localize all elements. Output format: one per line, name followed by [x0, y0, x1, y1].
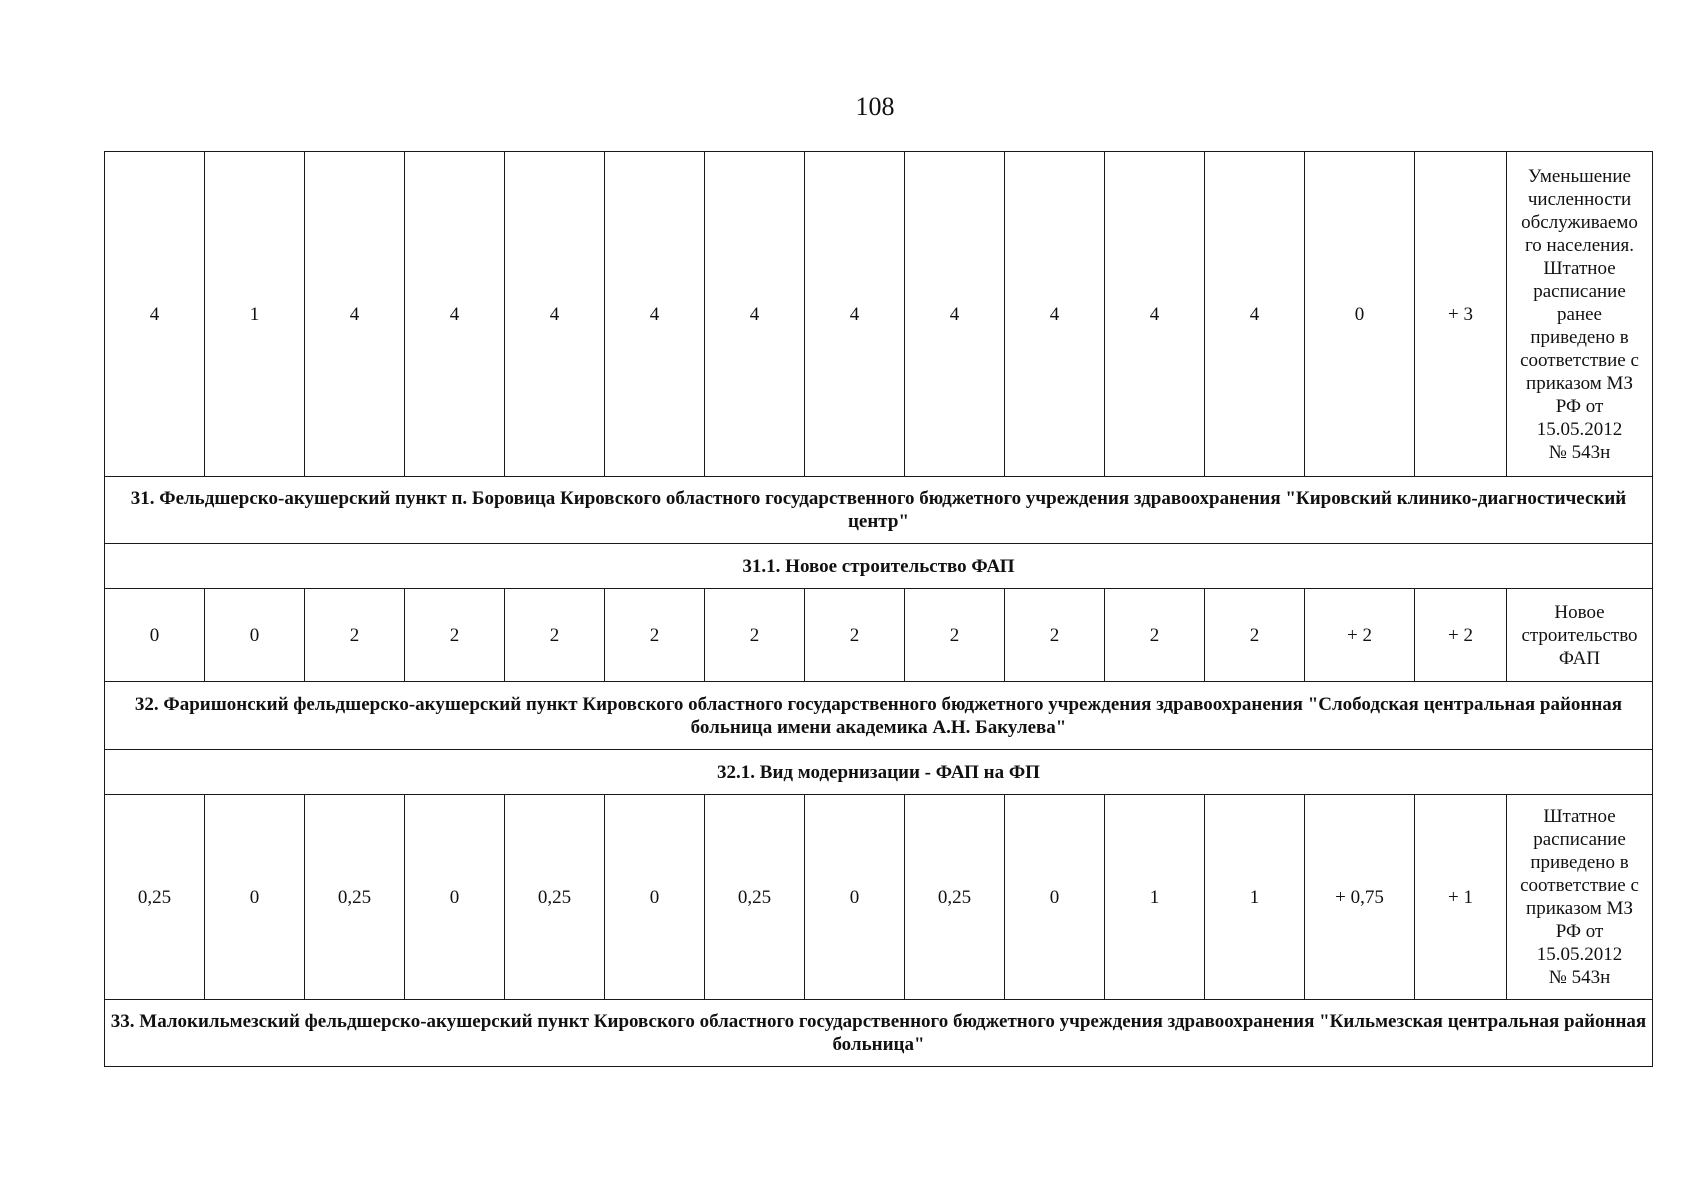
- table-cell: 1: [1205, 795, 1305, 1000]
- note-line: 15.05.2012: [1536, 944, 1623, 965]
- table-cell: 0,25: [305, 795, 405, 1000]
- table-cell: 0: [605, 795, 705, 1000]
- table-cell: 1: [205, 152, 305, 477]
- note-line: приведено в: [1530, 326, 1629, 348]
- table-cell: 0,25: [705, 795, 805, 1000]
- subsection-header-row: [105, 544, 1653, 589]
- note-line: ФАП: [1558, 647, 1601, 669]
- table-cell: 0,25: [105, 795, 205, 1000]
- section-header-row: [105, 1000, 1653, 1067]
- table-cell: + 2: [1415, 589, 1507, 682]
- note-line: Штатное: [1543, 257, 1616, 279]
- table-cell: 0: [205, 795, 305, 1000]
- note-line: № 543н: [1548, 967, 1611, 988]
- table-cell: 0: [405, 795, 505, 1000]
- table-cell: 4: [1105, 152, 1205, 477]
- table-cell: 4: [405, 152, 505, 477]
- table-cell: 4: [605, 152, 705, 477]
- subsection-header-row: [105, 750, 1653, 795]
- table-cell: 2: [1005, 589, 1105, 682]
- table-cell: 4: [505, 152, 605, 477]
- note-line: соответствие с: [1520, 875, 1639, 896]
- note-line: Уменьшение: [1528, 165, 1631, 187]
- table-cell: 4: [305, 152, 405, 477]
- table-cell: 2: [1105, 589, 1205, 682]
- table-cell: 2: [905, 589, 1005, 682]
- table-cell: 0,25: [905, 795, 1005, 1000]
- table-cell: 2: [805, 589, 905, 682]
- note-line: приведено в: [1530, 852, 1629, 873]
- table-cell: 2: [505, 589, 605, 682]
- table-cell: 4: [1205, 152, 1305, 477]
- table-cell: 0: [105, 589, 205, 682]
- note-line: приказом МЗ: [1526, 898, 1633, 919]
- table-cell: 2: [1205, 589, 1305, 682]
- subsection-heading-31-1: 31.1. Новое строительство ФАП: [105, 544, 1653, 589]
- note-line: № 543н: [1548, 441, 1611, 463]
- table-cell: + 1: [1415, 795, 1507, 1000]
- note-line: расписание: [1533, 829, 1626, 850]
- table-cell: 4: [1005, 152, 1105, 477]
- note-line: численности: [1527, 188, 1632, 210]
- page-number: 108: [855, 92, 895, 121]
- section-heading-31: 31. Фельдшерско-акушерский пункт п. Боровица Кировского областного государственного бюджетного учреждения здравоохранения "Кировский клинико-диагностический центр": [105, 477, 1653, 544]
- section-header-row: [105, 682, 1653, 750]
- note-line: расписание: [1533, 280, 1626, 302]
- table-cell: 4: [805, 152, 905, 477]
- section-heading-33: 33. Малокильмезский фельдшерско-акушерский пункт Кировского областного государственного бюджетного учреждения здравоохранения "Кильмезская центральная районная больница": [105, 1000, 1653, 1067]
- note-line: РФ от: [1555, 921, 1604, 942]
- table-cell: 0: [205, 589, 305, 682]
- note-line: Штатное: [1543, 806, 1616, 827]
- table-cell: 2: [305, 589, 405, 682]
- subsection-heading-32-1: 32.1. Вид модернизации - ФАП на ФП: [105, 750, 1653, 795]
- section-heading-32: 32. Фаришонский фельдшерско-акушерский пункт Кировского областного государственного бюджетного учреждения здравоохранения "Слободская центральная районная больница имени академика А.Н. Бакулева": [105, 682, 1653, 750]
- table-cell: + 0,75: [1305, 795, 1415, 1000]
- note-cell: [1507, 589, 1653, 682]
- table-cell: 0: [805, 795, 905, 1000]
- table-cell: 0: [1005, 795, 1105, 1000]
- note-cell: [1507, 152, 1653, 477]
- table-cell: 2: [405, 589, 505, 682]
- note-line: приказом МЗ: [1526, 372, 1633, 394]
- note-line: 15.05.2012: [1536, 418, 1623, 440]
- table-row: [105, 152, 1653, 477]
- table-cell: 0: [1305, 152, 1415, 477]
- table-cell: 4: [905, 152, 1005, 477]
- table-cell: 0,25: [505, 795, 605, 1000]
- document-table: [104, 151, 1653, 1067]
- note-line: строительство: [1521, 624, 1638, 646]
- note-line: обслуживаемо: [1521, 211, 1638, 233]
- table-cell: + 2: [1305, 589, 1415, 682]
- table-cell: + 3: [1415, 152, 1507, 477]
- table-cell: 4: [705, 152, 805, 477]
- note-line: ранее: [1557, 303, 1602, 325]
- note-line: го населения.: [1524, 234, 1634, 256]
- table-cell: 2: [605, 589, 705, 682]
- section-header-row: [105, 477, 1653, 544]
- table-row: [105, 795, 1653, 1000]
- table-row: [105, 589, 1653, 682]
- note-line: соответствие с: [1520, 349, 1639, 371]
- note-cell: [1507, 795, 1653, 1000]
- note-line: РФ от: [1555, 395, 1604, 417]
- table-cell: 4: [105, 152, 205, 477]
- table-cell: 1: [1105, 795, 1205, 1000]
- table-cell: 2: [705, 589, 805, 682]
- note-line: Новое: [1554, 601, 1605, 623]
